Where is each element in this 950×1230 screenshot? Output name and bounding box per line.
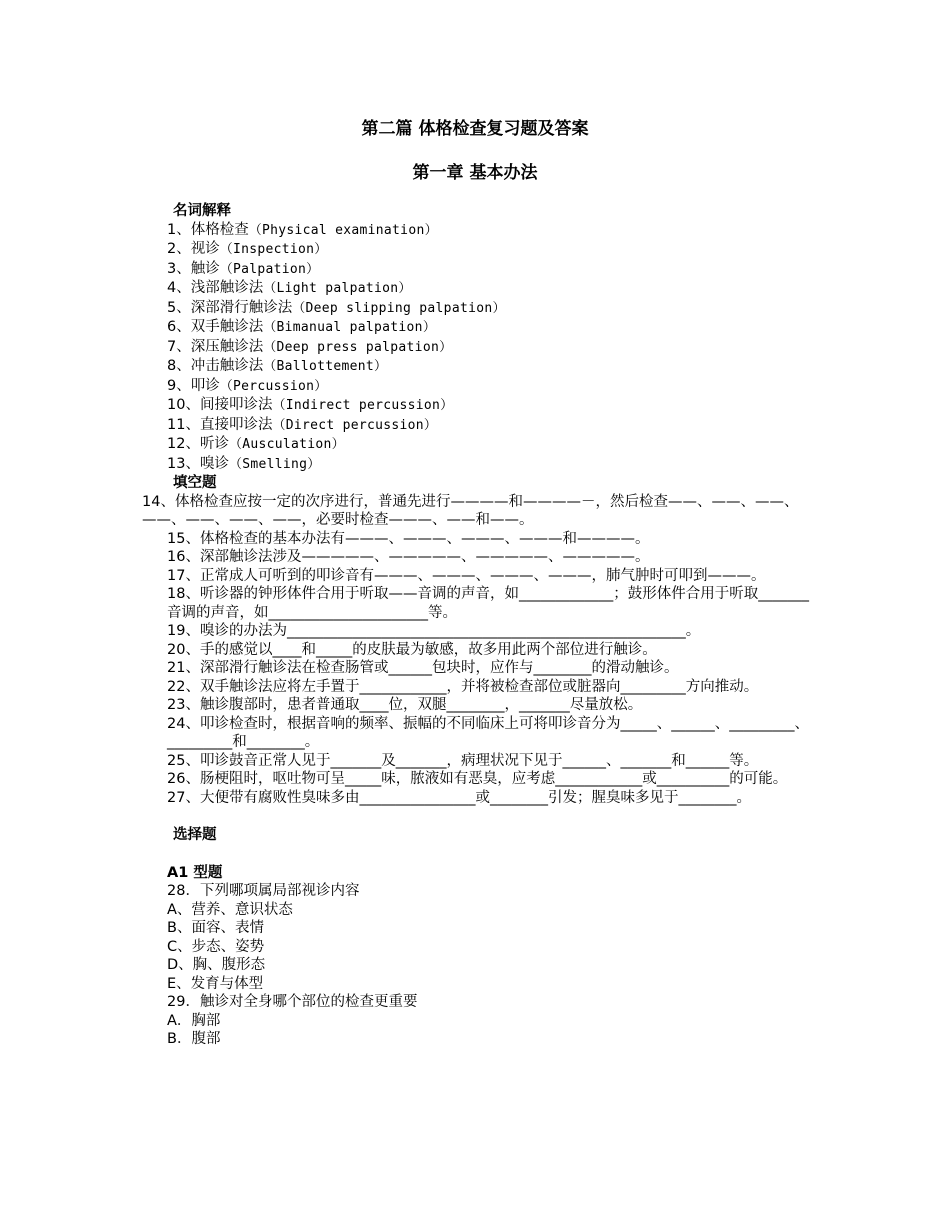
question-line: 29．触诊对全身哪个部位的检查更重要 bbox=[167, 994, 418, 1010]
fill-item: 17、正常成人可听到的叩诊音有———、———、———、———，肺气肿时可叩到———。 bbox=[167, 567, 766, 584]
term-item: 2、视诊（Inspection） bbox=[167, 241, 328, 257]
term-item: 5、深部滑行触诊法（Deep slipping palpation） bbox=[167, 299, 506, 316]
fill-item: 27、大便带有腐败性臭味多由________________或________引发；腥臭味多见于________。 bbox=[167, 789, 751, 806]
option-line: D、胸、腹形态 bbox=[167, 957, 266, 973]
spacer bbox=[142, 807, 822, 826]
term-item: 13、嗅诊（Smelling） bbox=[167, 455, 321, 472]
term-item: 3、触诊（Palpation） bbox=[167, 260, 320, 277]
option-line: E、发育与体型 bbox=[167, 975, 264, 992]
fill-item: 25、叩诊鼓音正常人见于_______及_______，病理状况下见于______、_______和______等。 bbox=[167, 752, 759, 769]
question-line: 28．下列哪项属局部视诊内容 bbox=[167, 883, 360, 899]
section-heading-terms: 名词解释 bbox=[173, 203, 231, 219]
section-heading-choice: 选择题 bbox=[173, 827, 217, 843]
term-item: 4、浅部触诊法（Light palpation） bbox=[167, 280, 412, 296]
term-item: 12、听诊（Ausculation） bbox=[167, 436, 345, 452]
term-item: 9、叩诊（Percussion） bbox=[167, 377, 328, 394]
fill-item: 23、触诊腹部时，患者普通取____位，双腿________，_______尽量放松。 bbox=[167, 697, 643, 713]
term-item: 10、间接叩诊法（Indirect percussion） bbox=[167, 397, 454, 413]
chapter-title: 第一章 基本办法 bbox=[412, 163, 538, 183]
fill-item: 22、双手触诊法应将左手置于____________，并将被检查部位或脏器向_________方向推动。 bbox=[167, 678, 759, 695]
option-line: B．腹部 bbox=[167, 1031, 221, 1047]
term-item: 11、直接叩诊法（Direct percussion） bbox=[167, 416, 438, 433]
fill-item: 20、手的感觉以____和_____的皮肤最为敏感，故多用此两个部位进行触诊。 bbox=[167, 641, 657, 658]
fill-item: 21、深部滑行触诊法在检查肠管或______包块时，应作与________的滑动触诊。 bbox=[167, 660, 679, 676]
document-title: 第二篇 体格检查复习题及答案 bbox=[361, 119, 589, 139]
term-item: 6、双手触诊法（Bimanual palpation） bbox=[167, 319, 437, 335]
section-heading-fill: 填空题 bbox=[173, 475, 217, 491]
fill-item: 26、肠梗阻时，呕吐物可呈_____味，脓液如有恶臭，应考虑____________或__________的可能。 bbox=[167, 771, 788, 787]
option-line: C、步态、姿势 bbox=[167, 938, 265, 955]
document-body bbox=[142, 202, 822, 1049]
term-item: 1、体格检查（Physical examination） bbox=[167, 221, 438, 238]
option-line: A．胸部 bbox=[167, 1012, 221, 1029]
fill-item: 15、体格检查的基本办法有———、———、———、———和————。 bbox=[167, 530, 650, 547]
section-heading-a1: A1 型题 bbox=[167, 864, 223, 881]
fill-item: 14、体格检查应按一定的次序进行，普通先进行————和————－，然后检查——、——、——、——、——、——、——，必要时检查———、——和——。 bbox=[142, 493, 799, 528]
option-line: B、面容、表情 bbox=[167, 920, 264, 936]
term-item: 8、冲击触诊法（Ballottement） bbox=[167, 358, 388, 374]
term-item: 7、深压触诊法（Deep press palpation） bbox=[167, 338, 453, 355]
option-line: A、营养、意识状态 bbox=[167, 901, 293, 918]
fill-item: 19、嗅诊的办法为_______________________________________________________。 bbox=[167, 623, 701, 639]
spacer bbox=[142, 845, 822, 864]
fill-item: 18、听诊器的钟形体件合用于听取——音调的声音，如_____________；鼓形体件合用于听取_______音调的声音，如______________________等。 bbox=[167, 586, 809, 621]
fill-item: 24、叩诊检查时，根据音响的频率、振幅的不同临床上可将叩诊音分为_____、______、_________、_________和________。 bbox=[167, 715, 809, 750]
fill-item: 16、深部触诊法涉及—————、—————、—————、—————。 bbox=[167, 549, 650, 565]
